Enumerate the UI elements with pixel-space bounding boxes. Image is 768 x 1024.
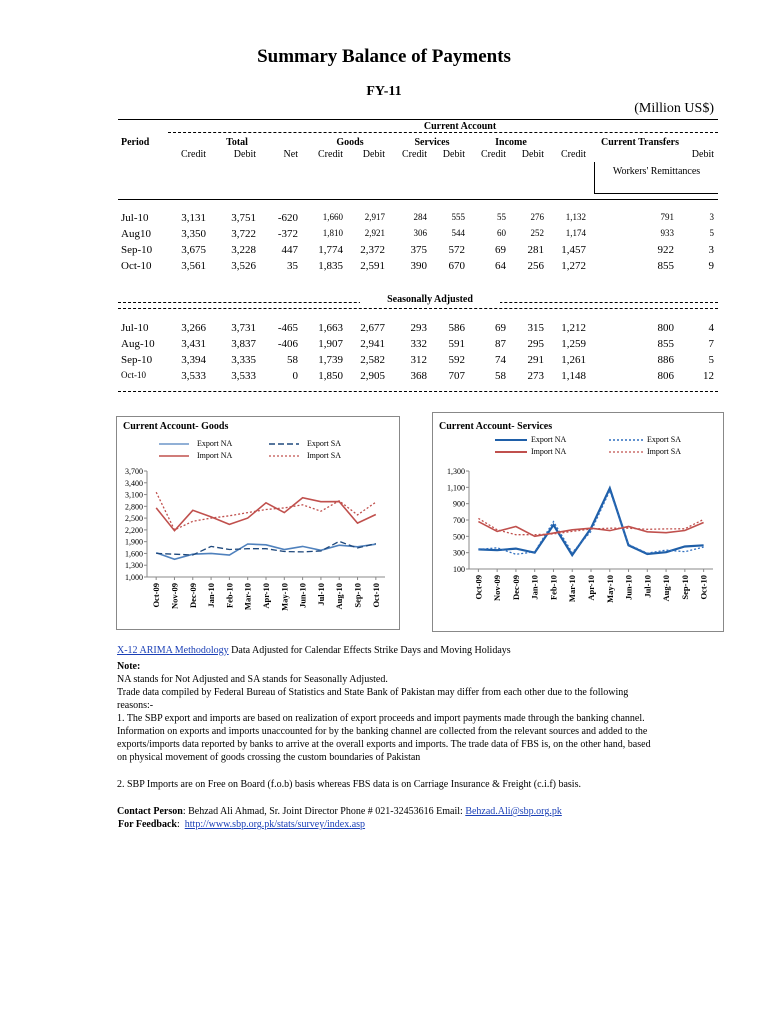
col-total-credit: Credit [181,149,206,160]
y-tick-label: 100 [453,565,465,574]
y-tick-label: 1,000 [125,573,143,582]
cell-inc-debit: 256 [527,260,544,272]
cell-period: Oct-10 [121,370,146,380]
cell-net: 447 [281,244,298,256]
x-tick-label: Apr-10 [261,583,271,609]
cell-ct-credit: 1,259 [561,338,586,350]
cell-goods-credit: 1,774 [318,244,343,256]
cell-ct-debit: 9 [708,260,714,272]
col-goods-credit: Credit [318,149,343,160]
unit-label: (Million US$) [634,101,714,116]
cell-total-debit: 3,722 [231,228,256,240]
y-tick-label: 500 [453,532,465,542]
methodology-link[interactable]: X-12 ARIMA Methodology [117,645,229,656]
cell-net: 58 [287,354,298,366]
cell-total-credit: 3,561 [181,260,206,272]
cell-remit: 791 [660,212,674,222]
col-total-debit: Debit [233,149,256,160]
cell-serv-credit: 312 [410,354,427,366]
x-tick-label: Sep-10 [679,575,690,600]
y-tick-label: 1,600 [125,549,143,559]
table-bottom-rule [118,391,718,392]
x-tick-label: Sep-10 [352,583,363,608]
current-transfers-header: Current Transfers [600,137,680,148]
contact-text: : Behzad Ali Ahmad, Sr. Joint Director Phone # 021-32453616 Email: [182,806,466,817]
legend-export-na: Export NA [531,435,567,444]
cell-net: 35 [287,260,298,272]
cell-goods-debit: 2,677 [360,322,385,334]
cell-inc-credit: 69 [495,322,506,334]
table-top-rule [118,119,718,120]
x-tick-label: Jul-10 [642,575,653,598]
col-net: Net [283,149,298,160]
cell-remit: 922 [657,244,674,256]
col-ct-debit: Debit [691,149,714,160]
cell-serv-credit: 332 [410,338,427,350]
cell-serv-credit: 306 [413,228,427,238]
services-header: Services [414,137,450,148]
cell-ct-credit: 1,148 [561,370,586,382]
cell-ct-credit: 1,457 [561,244,586,256]
goods-chart-title: Current Account- Goods [123,421,229,432]
note-line-3: 1. The SBP export and imports are based on realization of export proceeds and import payments made through the banking channel. Information on exports and imports unaccounted for by the banking channel are collected from the relevant sources and added to the exports/imports data reported by banks to arrive at the overall exports and imports. The trade data of FBS is, on the other hand, based on physical movement of goods crossing the custom boundaries of Pakistan [117,713,651,763]
cell-inc-debit: 252 [530,228,544,238]
cell-goods-credit: 1,835 [318,260,343,272]
cell-serv-credit: 390 [410,260,427,272]
cell-period: Jul-10 [121,212,149,224]
legend-import-sa: Import SA [307,451,341,460]
y-tick-label: 700 [453,516,465,525]
total-header: Total [226,137,248,148]
col-ct-credit: Credit [561,149,586,160]
legend-import-sa: Import SA [647,447,681,456]
cell-remit: 855 [657,260,674,272]
cell-goods-debit: 2,591 [360,260,385,272]
cell-ct-debit: 3 [708,244,714,256]
cell-remit: 855 [657,338,674,350]
services-chart-title: Current Account- Services [439,421,553,432]
legend-import-na: Import NA [531,447,567,456]
legend-export-na: Export NA [197,439,233,448]
methodology-line [117,644,657,657]
cell-remit: 800 [657,322,674,334]
x-tick-label: Oct-09 [473,575,484,600]
x-tick-label: Jun-10 [623,575,634,601]
x-tick-label: Feb-10 [548,575,559,601]
fiscal-year: FY-11 [366,84,402,99]
series-line-export-sa [156,541,376,555]
col-income-credit: Credit [481,149,506,160]
x-tick-label: Nov-09 [169,583,180,609]
cell-net: 0 [292,370,298,382]
cell-ct-debit: 7 [708,338,714,350]
cell-total-debit: 3,526 [231,260,256,272]
x-tick-label: Oct-10 [698,575,709,600]
cell-period: Oct-10 [121,260,152,272]
y-tick-label: 3,400 [125,478,143,488]
contact-email-link[interactable]: Behzad.Ali@sbp.org.pk [465,806,562,817]
x-tick-label: Jan-10 [206,583,217,608]
cell-serv-debit: 544 [451,228,465,238]
feedback-link[interactable]: http://www.sbp.org.pk/stats/survey/index.asp [184,819,366,830]
cell-total-debit: 3,228 [231,244,256,256]
cell-total-debit: 3,335 [231,354,256,366]
cell-serv-debit: 670 [448,260,465,272]
series-line-export-na [156,544,376,559]
y-tick-label: 1,300 [447,467,465,476]
x-tick-label: Aug-10 [334,583,345,610]
cell-goods-credit: 1,907 [318,338,343,350]
header-bottom-rule [118,199,718,200]
cell-period: Sep-10 [121,354,153,366]
cell-serv-debit: 586 [448,322,465,334]
y-tick-label: 300 [453,548,465,558]
cell-inc-debit: 291 [527,354,544,366]
cell-goods-debit: 2,582 [360,354,385,366]
cell-net: -465 [277,322,298,334]
cell-serv-debit: 555 [451,212,465,222]
cell-inc-debit: 276 [530,212,544,222]
feedback-line: For Feedback: http://www.sbp.org.pk/stats/survey/index.asp [118,819,366,830]
cell-net: -406 [277,338,298,350]
y-tick-label: 2,800 [125,502,143,512]
cell-serv-debit: 592 [448,354,465,366]
cell-ct-credit: 1,132 [565,212,586,222]
cell-inc-credit: 60 [497,228,506,238]
cell-remit: 886 [657,354,674,366]
cell-serv-credit: 293 [410,322,427,334]
cell-total-debit: 3,751 [231,212,256,224]
feedback-label: For Feedback [118,819,177,830]
series-line-import-na [156,498,376,531]
cell-ct-debit: 4 [708,322,714,334]
cell-ct-debit: 12 [703,370,714,382]
seasonally-adjusted-label: Seasonally Adjusted [360,294,500,305]
note-line-4: 2. SBP Imports are on Free on Board (f.o.b) basis whereas FBS data is on Carriage Insurance & Freight (c.i.f) basis. [117,779,581,790]
note-label: Note: [117,661,141,672]
page-title: Summary Balance of Payments [257,46,511,67]
cell-inc-credit: 58 [495,370,506,382]
cell-goods-credit: 1,850 [318,370,343,382]
cell-serv-credit: 375 [410,244,427,256]
cell-inc-debit: 295 [527,338,544,350]
current-account-header: Current Account [423,121,497,132]
cell-goods-debit: 2,372 [360,244,385,256]
col-services-debit: Debit [442,149,465,160]
cell-total-credit: 3,394 [181,354,206,366]
cell-total-debit: 3,533 [231,370,256,382]
x-tick-label: Oct-09 [151,583,162,608]
cell-ct-debit: 5 [709,228,714,238]
contact-line [117,805,677,818]
cell-net: -620 [277,212,298,224]
x-tick-label: May-10 [279,583,290,611]
cell-goods-credit: 1,739 [318,354,343,366]
x-tick-label: Nov-09 [492,575,503,601]
x-tick-label: Jul-10 [315,583,326,606]
services-chart [432,412,724,632]
cell-inc-credit: 87 [495,338,506,350]
cell-goods-credit: 1,663 [318,322,343,334]
cell-total-credit: 3,533 [181,370,206,382]
legend-export-sa: Export SA [307,439,341,448]
y-tick-label: 1,900 [125,537,143,547]
cell-total-credit: 3,266 [181,322,206,334]
cell-serv-debit: 572 [448,244,465,256]
y-tick-label: 2,500 [125,514,143,524]
y-tick-label: 1,100 [447,483,465,493]
cell-ct-credit: 1,261 [561,354,586,366]
x-tick-label: Dec-09 [187,583,198,609]
x-tick-label: Mar-10 [242,583,253,611]
x-tick-label: Dec-09 [510,575,521,601]
cell-serv-credit: 284 [413,212,427,222]
y-tick-label: 3,100 [125,490,143,500]
series-line-export-sa [478,491,703,555]
goods-chart [116,416,400,630]
cell-total-credit: 3,350 [181,228,206,240]
cell-ct-debit: 5 [708,354,714,366]
cell-total-debit: 3,837 [231,338,256,350]
cell-serv-credit: 368 [410,370,427,382]
col-goods-debit: Debit [362,149,385,160]
cell-remit: 933 [660,228,674,238]
workers-remittances-header: Workers' Remittances [594,162,718,194]
x-tick-label: Aug-10 [661,575,672,602]
x-tick-label: Jun-10 [297,583,308,609]
header-dashed-rule [168,132,718,133]
goods-chart-svg [117,417,399,629]
cell-inc-debit: 273 [527,370,544,382]
y-tick-label: 1,300 [125,561,143,571]
legend-export-sa: Export SA [647,435,681,444]
y-tick-label: 2,200 [125,525,143,535]
cell-inc-credit: 74 [495,354,506,366]
cell-total-credit: 3,431 [181,338,206,350]
methodology-text: Data Adjusted for Calendar Effects Strike Days and Moving Holidays [231,645,511,656]
y-tick-label: 3,700 [125,467,143,476]
cell-inc-debit: 281 [527,244,544,256]
cell-goods-credit: 1,660 [322,212,343,222]
x-tick-label: May-10 [604,575,615,603]
cell-net: -372 [277,228,298,240]
cell-ct-debit: 3 [709,212,714,222]
y-tick-label: 900 [453,499,465,509]
cell-inc-credit: 64 [495,260,506,272]
legend-import-na: Import NA [197,451,233,460]
cell-total-debit: 3,731 [231,322,256,334]
cell-serv-debit: 707 [448,370,465,382]
income-header: Income [495,137,527,148]
cell-goods-debit: 2,917 [364,212,385,222]
cell-goods-credit: 1,810 [322,228,343,238]
note-line-1: NA stands for Not Adjusted and SA stands for Seasonally Adjusted. [117,674,388,685]
cell-inc-credit: 55 [497,212,506,222]
x-tick-label: Feb-10 [224,583,235,609]
col-income-debit: Debit [521,149,544,160]
x-tick-label: Oct-10 [370,583,381,608]
col-services-credit: Credit [402,149,427,160]
cell-inc-debit: 315 [527,322,544,334]
cell-goods-debit: 2,941 [360,338,385,350]
goods-header: Goods [336,137,364,148]
cell-total-credit: 3,675 [181,244,206,256]
cell-ct-credit: 1,272 [561,260,586,272]
cell-ct-credit: 1,212 [561,322,586,334]
period-header: Period [121,137,150,148]
cell-goods-debit: 2,921 [364,228,385,238]
x-tick-label: Apr-10 [586,575,596,601]
x-tick-label: Jan-10 [529,575,540,600]
series-line-export-na [478,488,703,555]
series-line-import-sa [156,492,376,530]
cell-period: Sep-10 [121,244,153,256]
cell-serv-debit: 591 [448,338,465,350]
cell-period: Aug-10 [121,338,155,350]
cell-remit: 806 [657,370,674,382]
cell-period: Jul-10 [121,322,149,334]
note-line-2: Trade data compiled by Federal Bureau of Statistics and State Bank of Pakistan may differ from each other due to the following reasons:- [117,687,629,711]
services-chart-svg [433,413,723,631]
x-tick-label: Mar-10 [567,575,578,603]
cell-period: Aug10 [121,228,151,240]
cell-ct-credit: 1,174 [565,228,586,238]
contact-label: Contact Person [117,806,183,817]
cell-inc-credit: 69 [495,244,506,256]
sa-second-rule [118,308,718,309]
cell-goods-debit: 2,905 [360,370,385,382]
cell-total-credit: 3,131 [181,212,206,224]
